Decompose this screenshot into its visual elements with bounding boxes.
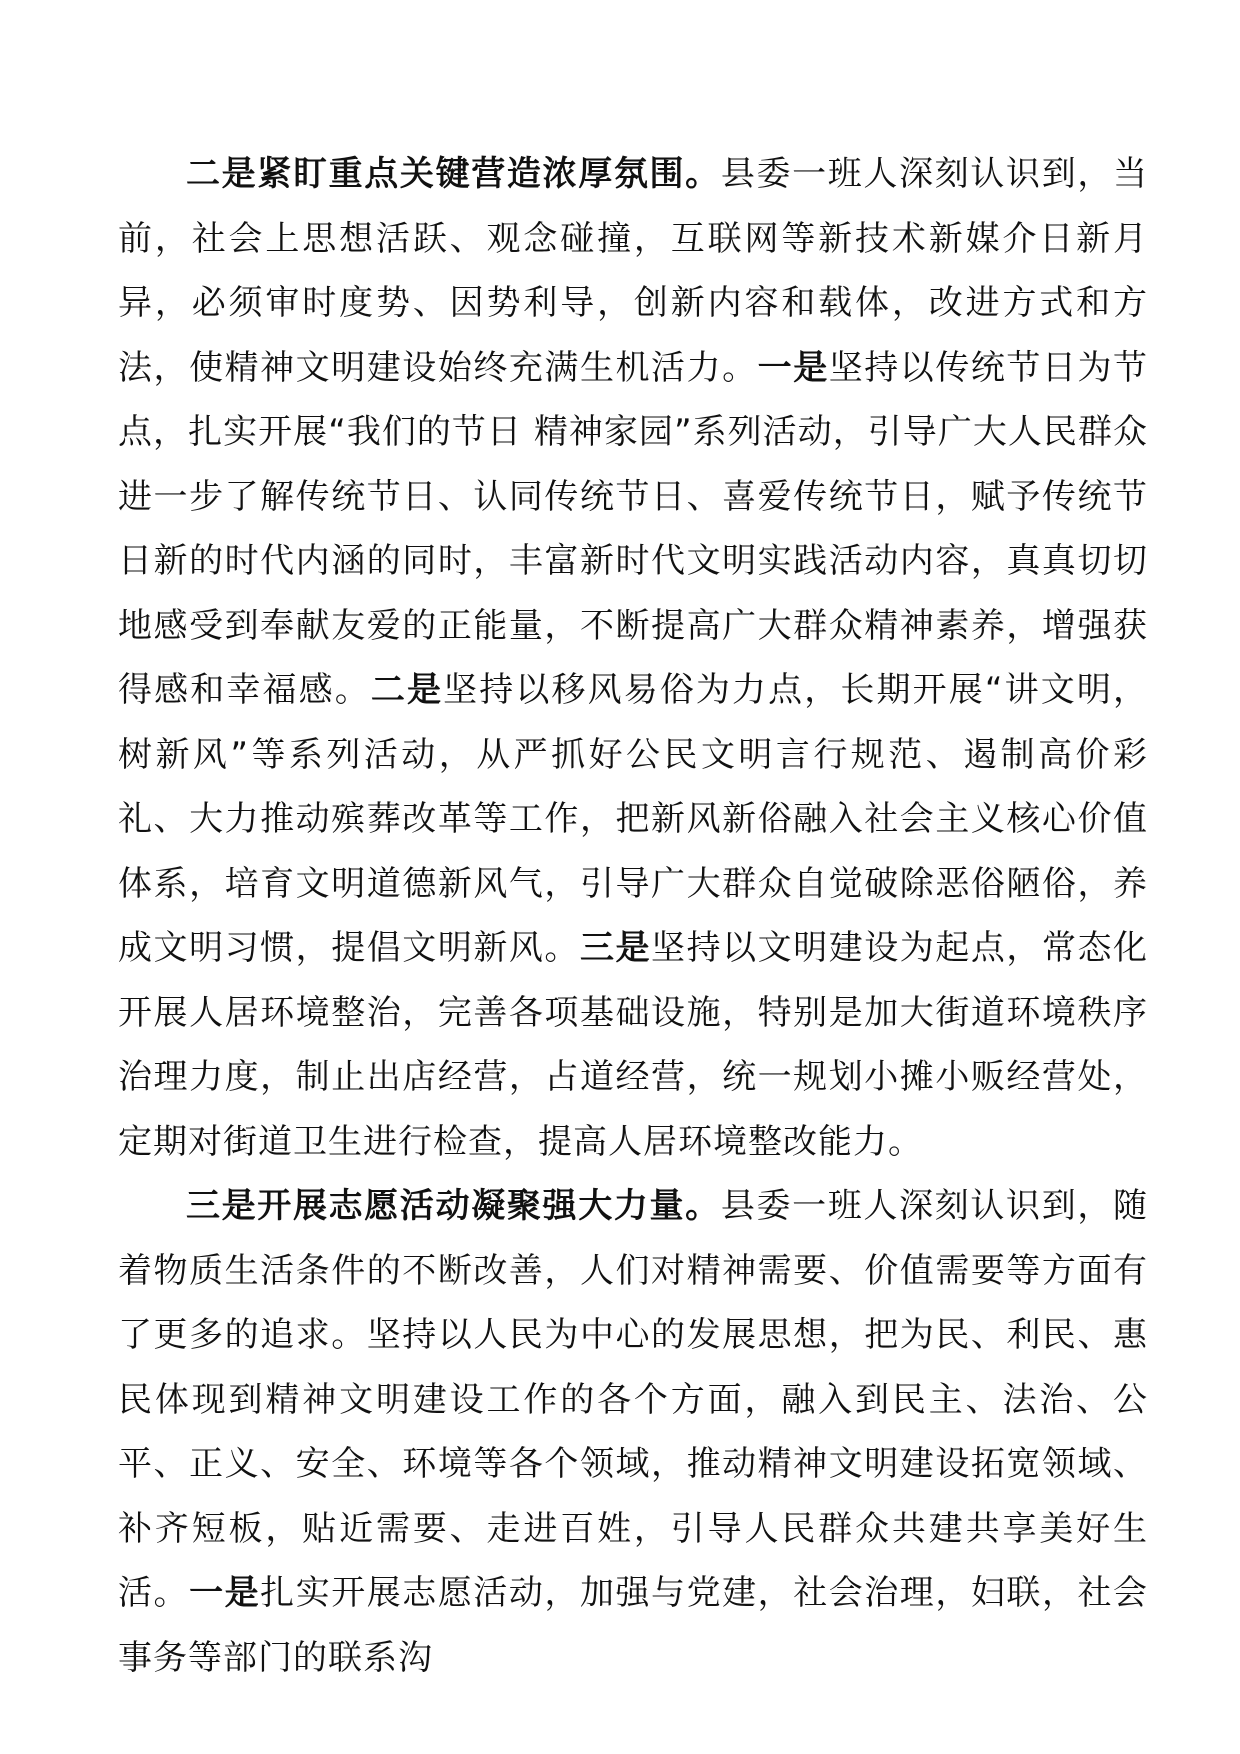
body-text: 扎实开展志愿活动，加强与党建，社会治理，妇联，社会事务等部门的联系沟 (118, 1573, 1149, 1678)
item-marker: 三是 (579, 928, 652, 968)
body-text: 坚持以传统节日为节点，扎实开展“我们的节日 精神家园”系列活动，引导广大人民群众进一步了解传统节日、认同传统节日、喜爱传统节日，赋予传统节日新的时代内涵的同时，丰富新时代文明实践活动内容，真真切切地感受到奉献友爱的正能量，不断提高广大群众精神素养，增强获得感和幸福感。 (118, 347, 1149, 710)
body-text: 县委一班人深刻认识到，当前，社会上思想活跃、观念碰撞，互联网等新技术新媒介日新月异，必须审时度势、因势利导，创新内容和载体，改进方式和方法，使精神文明建设始终充满生机活力。 (118, 154, 1149, 388)
body-text: 坚持以文明建设为起点，常态化开展人居环境整治，完善各项基础设施，特别是加大街道环境秩序治理力度，制止出店经营，占道经营，统一规划小摊小贩经营处，定期对街道卫生进行检查，提高人居环境整改能力。 (118, 928, 1149, 1162)
item-marker: 一是 (189, 1573, 261, 1613)
paragraph-2 (118, 142, 1148, 1174)
document-body (118, 142, 1148, 1690)
paragraph-heading: 二是紧盯重点关键营造浓厚氛围。 (186, 154, 721, 194)
paragraph-heading: 三是开展志愿活动凝聚强大力量。 (186, 1186, 721, 1226)
body-text: 坚持以移风易俗为力点，长期开展“讲文明，树新风”等系列活动，从严抓好公民文明言行规范、遏制高价彩礼、大力推动殡葬改革等工作，把新风新俗融入社会主义核心价值体系，培育文明道德新风气，引导广大群众自觉破除恶俗陋俗，养成文明习惯，提倡文明新风。 (118, 670, 1148, 968)
body-text: 县委一班人深刻认识到，随着物质生活条件的不断改善，人们对精神需要、价值需要等方面有了更多的追求。坚持以人民为中心的发展思想，把为民、利民、惠民体现到精神文明建设工作的各个方面，融入到民主、法治、公平、正义、安全、环境等各个领域，推动精神文明建设拓宽领域、补齐短板，贴近需要、走进百姓，引导人民群众共建共享美好生活。 (118, 1186, 1149, 1613)
paragraph-3 (118, 1174, 1148, 1690)
item-marker: 二是 (370, 670, 444, 710)
item-marker: 一是 (757, 347, 829, 388)
